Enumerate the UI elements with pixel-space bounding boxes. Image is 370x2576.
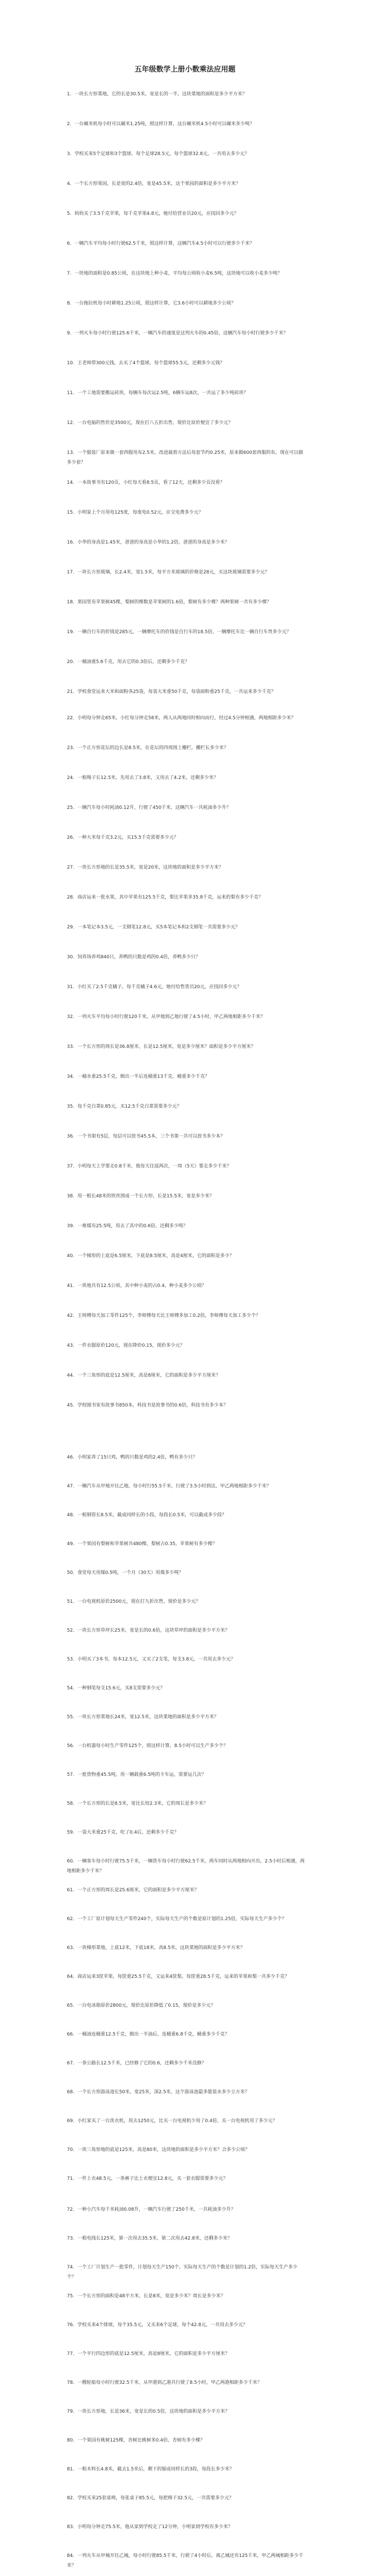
problem-item: 39．一堆煤有25.5吨，用去了其中的0.6倍，还剩多少吨？	[67, 1224, 188, 1229]
problem-item: 79．一块长方形地，长是36米，宽是长的0.5倍，这块地的面积是多少平方米？	[67, 2409, 230, 2414]
problem-item: 26．一种大米每千克3.2元，买15.5千克需要多少元？	[67, 835, 179, 840]
problem-item: 69．小红家买了一台洗衣机，用去1250元，比买一台电视机少用了0.4倍，买一台电视机用了多少元？	[67, 2119, 277, 2124]
problem-item: 73．一根电线长125米，第一次用去35.5米，第二次用去42.8米，还剩多少米？	[67, 2236, 232, 2241]
problem-item: 65．一台电冰箱原价2800元，现价比原价降低了0.15，现价是多少元？	[67, 2003, 216, 2008]
problem-item: 28．商店运来一批水果，其中苹果有125.5千克，梨比苹果多35.8千克，运来的梨有多少千克？	[67, 895, 263, 900]
problem-item: 75．一个长方形的面积是48平方米，长是8米，宽是多少米？周长是多少米？	[67, 2294, 225, 2299]
problem-item: 1．一块长方形菜地，它的长是30.5米，宽是长的一半，这块菜地的面积是多少平方米？	[67, 92, 247, 97]
problem-item: 77．一个平行四边形的底是12.5厘米，高是8厘米，它的面积是多少平方厘米？	[67, 2351, 230, 2357]
problem-item: 7．一块地的面积是0.85公顷，在这块地上种小麦，平均每公顷收小麦6.5吨，这块地可以收小麦多少吨？	[67, 271, 283, 276]
problem-item: 6．一辆汽车平均每小时行驶62.5千米，照这样计算，这辆汽车4.5小时可以行驶多少千米？	[67, 241, 255, 246]
problem-item: 52．一块长方形草坪长25米，宽是长的0.6倍，这块草坪的面积是多少平方米？	[67, 1628, 230, 1633]
problem-item: 63．一块梯形菜地，上底12米，下底18米，高8.5米，这块菜地的面积是多少平方米？	[67, 1945, 245, 1951]
problem-item: 57．一批货物重45.5吨，用一辆载重6.5吨的卡车运，需要运几次？	[67, 1772, 206, 1777]
problem-item: 82．学校买来25套桌椅，每张桌子85.5元，每把椅子32.5元，一共需要多少元？	[67, 2496, 234, 2501]
problem-item: 55．一块长方形菜地长24米，宽12.5米，这块菜地的面积是多少平方米？	[67, 1715, 219, 1720]
problem-item: 17．一块长方形玻璃，长2.4米，宽1.5米，每平方米玻璃的价格是28元，买这块玻璃需要多少元？	[67, 570, 270, 575]
problem-item: 15．小明家上个月用电125度，每度电0.52元，应交电费多少元？	[67, 510, 203, 515]
problem-item: 68．一个长方形游泳池长50米，宽25米，深2.5米，这个游泳池最多能装水多少立方米？	[67, 2090, 250, 2095]
problem-item: 41．一块地共有12.5公顷，其中种小麦的占0.4，种小麦多少公顷？	[67, 1283, 206, 1289]
problem-item: 74．一个工厂计划生产一批零件，计划每天生产150个，实际每天生产的个数是计划的1.2倍，实际每天生产多少个？	[67, 2265, 297, 2280]
problem-item: 50．食堂每天用煤0.5吨，一个月（30天）用煤多少吨？	[67, 1570, 184, 1575]
problem-item: 36．一个书架有5层，每层可以放书45.5本，三个书架一共可以放书多少本？	[67, 1134, 225, 1139]
problem-item: 66．一桶油连桶重12.5千克，倒出一半油后，连桶重6.8千克，桶重多少千克？	[67, 2032, 230, 2037]
problem-item: 31．小红买了2.5千克橘子，每千克橘子4.6元，她付给售货员20元，应找回多少元？	[67, 985, 242, 990]
problem-item: 62．一个工厂原计划每天生产零件240个，实际每天生产的个数是原计划的1.25倍，实际每天生产多少个？	[67, 1917, 287, 1922]
problem-item: 21．学校食堂运来大米和面粉各25袋，每袋大米重50千克，每袋面粉重25千克，一共运来多少千克？	[67, 689, 276, 694]
problem-item: 5．妈妈买了3.5千克苹果，每千克苹果4.8元，她付给营业员20元，应找回多少元？	[67, 211, 239, 216]
problem-item: 71．一件上衣48.5元，一条裤子比上衣便宜12.8元，买一套衣服需要多少元？	[67, 2176, 228, 2181]
problem-item: 14．一本故事书有120页，小红每天看8.5页，看了12天，还剩多少页没看？	[67, 480, 225, 485]
problem-item: 29．一本笔记本3.5元，一支钢笔12.8元，买5本笔记本和2支钢笔一共需要多少元？	[67, 925, 240, 930]
problem-item: 59．一袋大米重25千克，吃了0.4后，还剩多少千克？	[67, 1830, 179, 1835]
problem-item: 22．小明每分钟走65米，小红每分钟走58米，两人从两地同时相向而行，经过4.5分钟相遇，两地相距多少米？	[67, 716, 296, 721]
problem-item: 48．一根钢管长8.5米，截成同样长的小段，每段长0.5米，可以截成多少段？	[67, 1513, 227, 1518]
problem-item: 54．一种钢笔每支15.6元，买8支需要多少元？	[67, 1686, 165, 1691]
problem-item: 38．用一根长48米的铁丝围成一个长方形，长是15.5米，宽是多少米？	[67, 1194, 214, 1199]
problem-item: 40．一个梯形的上底是6.5厘米，下底是8.5厘米，高是4厘米，它的面积是多少？	[67, 1253, 234, 1259]
problem-item: 8．一台拖拉机每小时耕地1.25公顷，照这样计算，它3.6小时可以耕地多少公顷？	[67, 301, 236, 306]
problem-item: 61．一个正方形的周长是25.6厘米，它的面积是多少平方厘米？	[67, 1888, 199, 1893]
page-title: 五年级数学上册小数乘法应用题	[134, 65, 236, 74]
problem-item: 23．一个正方形花坛的边长是8.5米，在花坛的四周围上栅栏，栅栏长多少米？	[67, 745, 228, 751]
problem-item: 30．饲养场养鸡840只，养鸭的只数是鸡的0.4倍，养鸭多少只？	[67, 955, 200, 960]
problem-item: 76．学校买来4个排球，每个35.5元，又买来6个足球，每个42.8元，一共用去多少元？	[67, 2323, 248, 2328]
problem-item: 46．小明家养了15只鸡，鸭的只数是鸡的2.4倍，鸭有多少只？	[67, 1455, 198, 1460]
problem-item: 18．果园里有苹果树45棵，梨树的棵数是苹果树的1.6倍，梨树有多少棵？两种果树一共有多少棵？	[67, 600, 272, 605]
problem-item: 47．一辆汽车从甲地开往乙地，每小时行55.5千米，行驶了3.5小时到达，甲乙两地相距多少千米？	[67, 1484, 271, 1489]
problem-item: 25．一辆汽车每小时耗油0.12升，行驶了450千米，这辆汽车一共耗油多少升？	[67, 805, 231, 810]
problem-item: 2．一台碾米机每小时可以碾米1.25吨，照这样计算，这台碾米机4.5小时可以碾米多少吨？	[67, 122, 255, 127]
problem-item: 11．一个工地需要搬运砖块，每辆车每次运2.5吨，6辆车运8次，一共运了多少吨砖块？	[67, 391, 249, 396]
problem-item: 45．学校图书室有故事书850本，科技书是故事书的0.6倍，科技书有多少本？	[67, 1403, 228, 1408]
problem-item: 43．一件衣服原价120元，现在降价0.15，现价多少元？	[67, 1343, 185, 1348]
problem-item: 20．一桶油重5.6千克，用去它的0.3倍后，还剩多少千克？	[67, 659, 190, 665]
problem-item: 19．一辆自行车的价钱是285元，一辆摩托车的价钱是自行车的18.5倍，一辆摩托车比一辆自行车贵多少元？	[67, 630, 291, 635]
problem-item: 60．一辆客车每小时行驶75.5千米，一辆货车每小时行驶62.5千米，两车同时从两地相向开出，2.5小时后相遇，两地相距多少千米？	[67, 1859, 305, 1874]
problem-item: 42．王师傅每天加工零件125个，李师傅每天比王师傅多加工0.2倍，李师傅每天加工多少个？	[67, 1313, 260, 1318]
problem-item: 13．一个服装厂原来做一套西服用布2.5米，改进裁剪方法后每套节约0.25米，原来做600套西服的布，现在可以做多少套？	[67, 450, 303, 465]
problem-item: 83．小明每分钟走75.5米，他从家到学校走了12分钟，小明家到学校有多少米？	[67, 2524, 233, 2530]
problem-item: 67．一条公路长12.5千米，已经修了它的0.6，还剩多少千米没修？	[67, 2061, 206, 2066]
problem-item: 35．每千克白菜0.85元，买12.5千克白菜需要多少元？	[67, 1104, 182, 1109]
problem-item: 10．王老师带300元钱，去买了4个篮球，每个篮球55.5元，还剩多少元钱？	[67, 361, 225, 366]
problem-item: 81．一根木料长4.8米，截去1.5米后，剩下的锯成同样长的3段，每段长多少米？	[67, 2467, 234, 2472]
problem-item: 58．一个长方形的长是8.5米，宽比长短2.3米，它的周长是多少米？	[67, 1801, 208, 1806]
problem-item: 24．一根绳子长12.5米，先用去了3.8米，又用去了4.2米，还剩多少米？	[67, 775, 219, 781]
problem-item: 64．商店运来3筐苹果，每筐重25.5千克，又运来4筐梨，每筐重28.5千克，运来的苹果和梨一共多少千克？	[67, 1974, 289, 1979]
problem-item: 27．一块长方形地的长是35.5米，宽是20米，这块地的面积是多少平方米？	[67, 865, 223, 870]
problem-item: 70．一块三角形地的底是125米，高是80米，这块地的面积是多少平方米？合多少公顷？	[67, 2147, 250, 2153]
problem-item: 16．小华的身高是1.45米，爸爸的身高是小华的1.2倍，爸爸的身高是多少米？	[67, 540, 230, 545]
problem-item: 72．一种小汽车每千米耗油0.08升，一辆汽车行驶了250千米，一共耗油多少升？	[67, 2207, 236, 2212]
problem-item: 3．学校买来5个足球和3个篮球，每个足球28.5元，每个篮球32.8元，一共用去多少元？	[67, 151, 250, 157]
problem-item: 32．一列火车平均每小时行驶120千米，从甲地到乙地行驶了4.5小时，甲乙两地相距多少千米？	[67, 1014, 265, 1020]
problem-item: 51．一台电视机原价2500元，现在打九折出售，现价是多少元？	[67, 1599, 201, 1604]
problem-item: 12．一台电脑的售价是3500元，现在打八五折出售，现价比原价便宜了多少元？	[67, 420, 233, 426]
problem-item: 53．小明买了3本书，每本12.5元，又买了2支笔，每支3.8元，一共用去多少元？	[67, 1657, 236, 1662]
problem-item: 80．一个果园有桃树125棵，杏树比桃树多0.4倍，杏树有多少棵？	[67, 2438, 205, 2443]
problem-item: 78．一艘轮船每小时行驶32.5千米，从甲港到乙港共行驶了8.5小时，甲乙两港相距多少千米？	[67, 2380, 262, 2385]
problem-item: 4．一个长方形果园，长是宽的2.4倍，宽是45.5米，这个果园的面积是多少平方米？	[67, 181, 241, 187]
problem-item: 37．小明每天上学要走0.8千米，他每天往返两次，一周（5天）要走多少千米？	[67, 1164, 232, 1169]
problem-item: 44．一个三角形的底是12.5厘米，高是8厘米，它的面积是多少平方厘米？	[67, 1373, 221, 1378]
problem-item: 84．一列火车从甲城开往乙城，每小时行驶85.5千米，行驶了4小时后，离乙城还有125千米，甲乙两城相距多少千米？	[67, 2553, 304, 2568]
problem-item: 9．一列火车每小时行驶125.6千米，一辆汽车的速度是这列火车的0.45倍，这辆汽车每小时行驶多少千米？	[67, 331, 288, 336]
problem-item: 33．一个长方形的周长是36.8厘米，长是12.5厘米，宽是多少厘米？面积是多少平方厘米？	[67, 1044, 256, 1049]
problem-item: 56．一台机器每小时生产零件125个，照这样计算，8.5小时可以生产多少个？	[67, 1743, 228, 1749]
problem-item: 49．一个果园有梨树和苹果树共480棵，梨树占0.35，苹果树有多少棵？	[67, 1541, 217, 1547]
problem-item: 34．一桶水重25.5千克，倒出一半后连桶重13千克，桶重多少千克？	[67, 1074, 209, 1079]
